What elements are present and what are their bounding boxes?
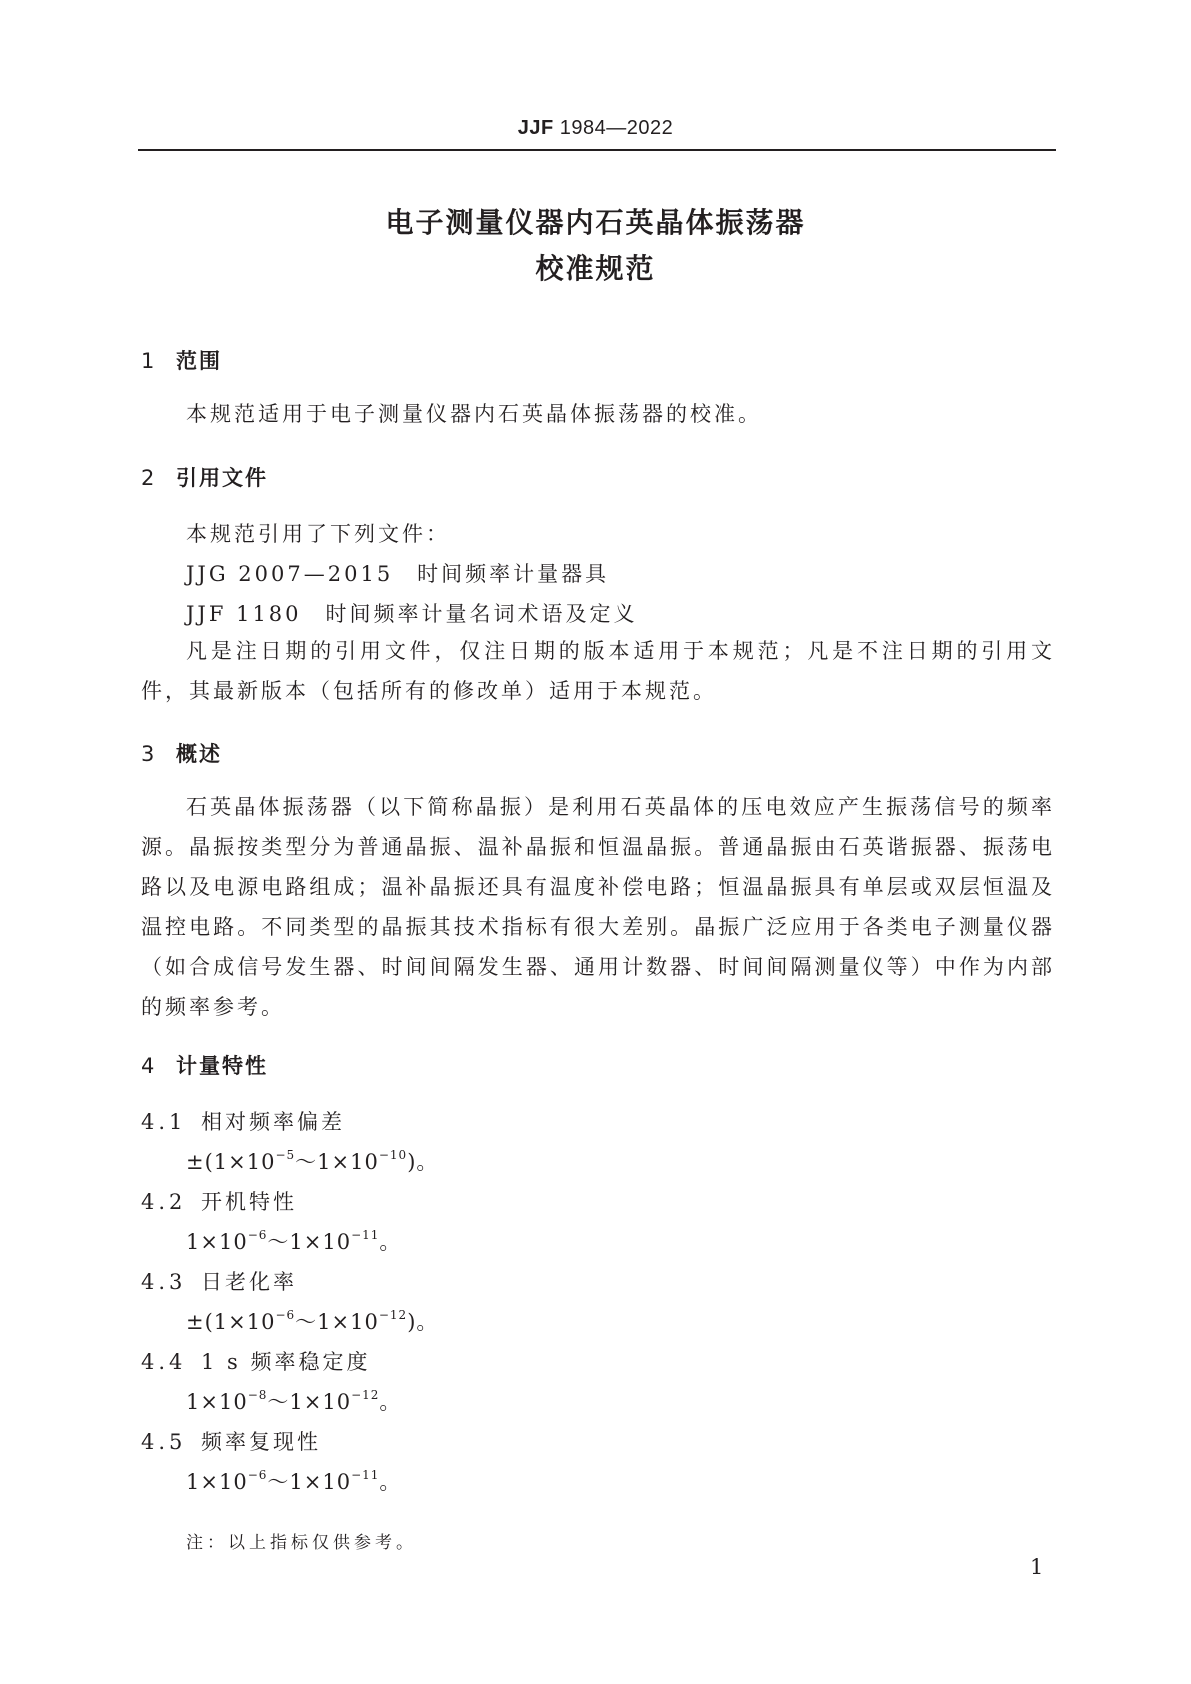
value-prefix: 1×10 — [186, 1390, 248, 1414]
characteristic-4-3-heading — [141, 1266, 297, 1296]
paragraph-line: 件，其最新版本（包括所有的修改单）适用于本规范。 — [141, 679, 717, 703]
references-intro: 本规范引用了下列文件： — [186, 522, 450, 546]
value-prefix: 1×10 — [186, 1230, 248, 1254]
value-mid: ～1×10 — [295, 1310, 379, 1334]
subsection-label: 相对频率偏差 — [201, 1110, 345, 1134]
overview-paragraph — [141, 787, 1055, 1027]
standard-code — [0, 117, 1191, 140]
characteristic-4-4-heading — [141, 1346, 371, 1376]
exponent: −11 — [351, 1228, 380, 1242]
subsection-label: 1 s 频率稳定度 — [201, 1350, 371, 1374]
section-number: 4 — [141, 1054, 157, 1078]
section-2-heading — [141, 462, 268, 492]
paragraph-line: 温控电路。不同类型的晶振其技术指标有很大差别。晶振广泛应用于各类电子测量仪器 — [141, 915, 1055, 939]
section-title: 引用文件 — [176, 466, 268, 490]
header-rule — [138, 149, 1056, 151]
reference-item: JJG 2007—2015 时间频率计量器具 — [186, 562, 610, 586]
paragraph-line: 石英晶体振荡器（以下简称晶振）是利用石英晶体的压电效应产生振荡信号的频率 — [186, 795, 1055, 819]
exponent: −11 — [351, 1468, 380, 1482]
value-mid: ～1×10 — [267, 1390, 352, 1414]
section-1-paragraph: 本规范适用于电子测量仪器内石英晶体振荡器的校准。 — [186, 402, 762, 426]
exponent: −12 — [351, 1388, 380, 1402]
value-suffix: )。 — [407, 1310, 439, 1334]
code-prefix: JJF — [517, 117, 554, 139]
section-1-heading — [141, 345, 222, 375]
characteristic-4-5-heading — [141, 1426, 321, 1456]
section-title: 计量特性 — [176, 1054, 268, 1078]
subsection-label: 频率复现性 — [201, 1430, 321, 1454]
characteristic-4-2-heading — [141, 1186, 297, 1216]
characteristic-4-5-value — [186, 1466, 401, 1496]
section-3-heading — [141, 738, 222, 768]
subsection-number: 4.1 — [141, 1110, 187, 1134]
value-suffix: 。 — [379, 1390, 402, 1414]
characteristic-4-4-value — [186, 1386, 401, 1416]
reference-item: JJF 1180 时间频率计量名词术语及定义 — [186, 602, 638, 626]
code-number: 1984—2022 — [559, 117, 674, 139]
subsection-number: 4.4 — [141, 1350, 187, 1374]
paragraph-line: 源。晶振按类型分为普通晶振、温补晶振和恒温晶振。普通晶振由石英谐振器、振荡电 — [141, 835, 1055, 859]
section-number: 1 — [141, 349, 157, 373]
document-subtitle: 校准规范 — [535, 252, 656, 285]
subsection-number: 4.5 — [141, 1430, 187, 1454]
value-suffix: )。 — [407, 1150, 439, 1174]
section-number: 2 — [141, 466, 157, 490]
section-title: 概述 — [176, 742, 222, 766]
references-note — [141, 631, 1055, 711]
exponent: −6 — [247, 1468, 268, 1482]
characteristic-4-2-value — [186, 1226, 401, 1256]
characteristic-4-3-value — [186, 1306, 438, 1336]
value-mid: ～1×10 — [267, 1230, 352, 1254]
section-title: 范围 — [176, 349, 222, 373]
value-mid: ～1×10 — [267, 1470, 352, 1494]
paragraph-line: 的频率参考。 — [141, 995, 285, 1019]
exponent: −8 — [247, 1388, 268, 1402]
paragraph-line: 凡是注日期的引用文件，仅注日期的版本适用于本规范；凡是不注日期的引用文 — [186, 639, 1055, 663]
page-number: 1 — [1030, 1555, 1044, 1579]
exponent: −10 — [378, 1148, 408, 1162]
exponent: −12 — [378, 1308, 408, 1322]
characteristic-4-1-heading — [141, 1106, 345, 1136]
document-title: 电子测量仪器内石英晶体振荡器 — [385, 206, 806, 239]
subsection-label: 开机特性 — [201, 1190, 297, 1214]
value-prefix: ±(1×10 — [186, 1310, 276, 1334]
exponent: −5 — [275, 1148, 296, 1162]
value-suffix: 。 — [379, 1230, 402, 1254]
characteristic-4-1-value — [186, 1146, 438, 1176]
exponent: −6 — [275, 1308, 296, 1322]
characteristics-note: 注：以上指标仅供参考。 — [186, 1533, 417, 1553]
value-prefix: 1×10 — [186, 1470, 248, 1494]
section-4-heading — [141, 1050, 268, 1080]
section-number: 3 — [141, 742, 157, 766]
subsection-number: 4.3 — [141, 1270, 187, 1294]
subsection-label: 日老化率 — [201, 1270, 297, 1294]
value-prefix: ±(1×10 — [186, 1150, 276, 1174]
value-suffix: 。 — [379, 1470, 402, 1494]
paragraph-line: 路以及电源电路组成；温补晶振还具有温度补偿电路；恒温晶振具有单层或双层恒温及 — [141, 875, 1055, 899]
paragraph-line: （如合成信号发生器、时间间隔发生器、通用计数器、时间间隔测量仪等）中作为内部 — [141, 955, 1055, 979]
subsection-number: 4.2 — [141, 1190, 187, 1214]
exponent: −6 — [247, 1228, 268, 1242]
value-mid: ～1×10 — [295, 1150, 379, 1174]
